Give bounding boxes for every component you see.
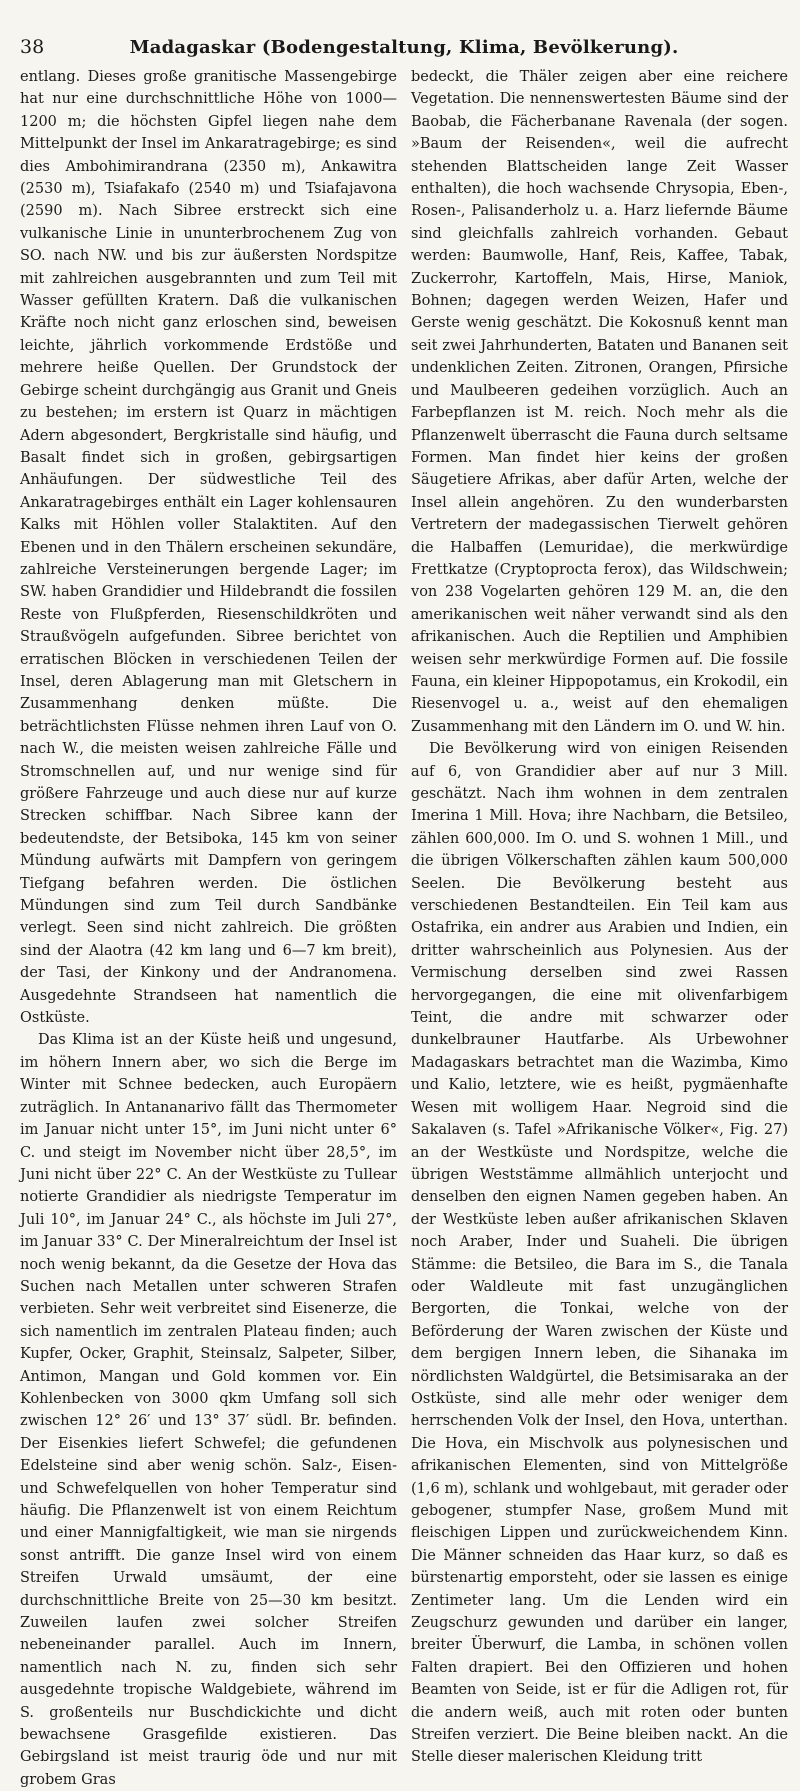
page-number: 38 (20, 36, 45, 58)
running-head: Madagaskar (Bodengestaltung, Klima, Bevölkerung). (129, 37, 679, 58)
paragraph: bedeckt, die Thäler zeigen aber eine reichere Vegetation. Die nennenswertesten Bäume sind der Baobab, die Fächerbanane Ravenala (der sogen. »Baum der Reisenden«, weil die aufrecht stehenden Blattscheiden lange Zeit Wasser enthalten), die hoch wachsende Chrysopia, Eben-, Rosen-, Palisanderholz u. a. Harz liefernde Bäume sind gleichfalls zahlreich vorhanden. Gebaut werden: Baumwolle, Hanf, Reis, Kaffee, Tabak, Zuckerrohr, Kartoffeln, Mais, Hirse, Maniok, Bohnen; dagegen werden Weizen, Hafer und Gerste wenig geschätzt. Die Kokosnuß kennt man seit zwei Jahrhunderten, Bataten und Bananen seit undenklichen Zeiten. Zitronen, Orangen, Pfirsiche und Maulbeeren gedeihen vorzüglich. Auch an Farbepflanzen ist M. reich. Noch mehr als die Pflanzenwelt überrascht die Fauna durch seltsame Formen. Man findet hier keins der großen Säugetiere Afrikas, aber dafür Arten, welche der Insel allein angehören. Zu den wunderbarsten Vertretern der madegassischen Tierwelt gehören die Halbaffen (Lemuridae), die merkwürdige Frettkatze (Cryptoprocta ferox), das Wildschwein; von 238 Vogelarten gehören 129 M. an, die den amerikanischen weit näher verwandt sind als den afrikanischen. Auch die Reptilien und Amphibien weisen sehr merkwürdige Formen auf. Die fossile Fauna, ein kleiner Hippopotamus, ein Krokodil, ein Riesenvogel u. a., weist auf den ehemaligen Zusammenhang mit den Ländern im O. und W. hin. (411, 69, 788, 735)
left-column (20, 66, 397, 1788)
right-column (411, 66, 788, 1766)
paragraph: Die Bevölkerung wird von einigen Reisenden auf 6, von Grandidier aber auf nur 3 Mill. geschätzt. Nach ihm wohnen in dem zentralen Imerina 1 Mill. Hova; ihre Nachbarn, die Betsileo, zählen 600,000. Im O. und S. wohnen 1 Mill., und die übrigen Völkerschaften zählen kaum 500,000 Seelen. Die Bevölkerung besteht aus verschiedenen Bestandteilen. Ein Teil kam aus Ostafrika, ein andrer aus Arabien und Indien, ein dritter wahrscheinlich aus Polynesien. Aus der Vermischung derselben sind zwei Rassen hervorgegangen, die eine mit olivenfarbigem Teint, die andre mit schwarzer oder dunkelbrauner Hautfarbe. Als Urbewohner Madagaskars betrachtet man die Wazimba, Kimo und Kalio, letztere, wie es heißt, pygmäenhafte Wesen mit wolligem Haar. Negroid sind die Sakalaven (s. Tafel »Afrikanische Völker«, Fig. 27) an der Westküste und Nordspitze, welche die übrigen Weststämme allmählich unterjocht und denselben den eignen Namen gegeben haben. An der Westküste leben außer afrikanischen Sklaven noch Araber, Inder und Suaheli. Die übrigen Stämme: die Betsileo, die Bara im S., die Tanala oder Waldleute mit fast unzugänglichen Bergorten, die Tonkai, welche von der Beförderung der Waren zwischen der Küste und dem bergigen Innern leben, die Sihanaka im nördlichsten Waldgürtel, die Betsimisaraka an der Ostküste, sind alle mehr oder weniger dem herrschenden Volk der Insel, den Hova, unterthan. Die Hova, ein Mischvolk aus polynesischen und afrikanischen Elementen, sind von Mittelgröße (1,6 m), schlank und wohlgebaut, mit gerader oder gebogener, stumpfer Nase, großem Mund mit fleischigen Lippen und zurückweichendem Kinn. Die Männer schneiden das Haar kurz, so daß es bürstenartig emporsteht, oder sie lassen es einige Zentimeter lang. Um die Lenden wird ein Zeugschurz gewunden und darüber ein langer, breiter Überwurf, die Lamba, in schönen vollen Falten drapiert. Bei den Offizieren und hohen Beamten von Seide, ist er für die Adligen rot, für die andern weiß, auch mit roten oder bunten Streifen verziert. Die Beine bleiben nackt. An die Stelle dieser malerischen Kleidung tritt (411, 741, 788, 1766)
page-header (20, 36, 788, 64)
paragraph: entlang. Dieses große granitische Massengebirge hat nur eine durchschnittliche Höhe von 1000—1200 m; die höchsten Gipfel liegen nahe dem Mittelpunkt der Insel im Ankaratragebirge; es sind dies Ambohimirandrana (2350 m), Ankawitra (2530 m), Tsiafakafo (2540 m) und Tsiafajavona (2590 m). Nach Sibree erstreckt sich eine vulkanische Linie in ununterbrochenem Zug von SO. nach NW. und bis zur äußersten Nordspitze mit zahlreichen ausgebrannten und zum Teil mit Wasser gefüllten Kratern. Daß die vulkanischen Kräfte noch nicht ganz erloschen sind, beweisen leichte, jährlich vorkommende Erdstöße und mehrere heiße Quellen. Der Grundstock der Gebirge scheint durchgängig aus Granit und Gneis zu bestehen; im erstern ist Quarz in mächtigen Adern abgesondert, Bergkristalle sind häufig, und Basalt findet sich in großen, gebirgsartigen Anhäufungen. Der südwestliche Teil des Ankaratragebirges enthält ein Lager kohlensauren Kalks mit Höhlen voller Stalaktiten. Auf den Ebenen und in den Thälern erscheinen sekundäre, zahlreiche Versteinerungen bergende Lager; im SW. haben Grandidier und Hildebrandt die fossilen Reste von Flußpferden, Riesenschildkröten und Straußvögeln aufgefunden. Sibree berichtet von erratischen Blöcken in verschiedenen Teilen der Insel, deren Ablagerung man mit Gletschern in Zusammenhang denken müßte. Die beträchtlichsten Flüsse nehmen ihren Lauf von O. nach W., die meisten weisen zahlreiche Fälle und Stromschnellen auf, und nur wenige sind für größere Fahrzeuge und auch diese nur auf kurze Strecken schiffbar. Nach Sibree kann der bedeutendste, der Betsiboka, 145 km von seiner Mündung aufwärts mit Dampfern von geringem Tiefgang befahren werden. Die östlichen Mündungen sind zum Teil durch Sandbänke verlegt. Seen sind nicht zahlreich. Die größten sind der Alaotra (42 km lang und 6—7 km breit), der Tasi, der Kinkony und der Andranomena. Ausgedehnte Strandseen hat namentlich die Ostküste. (20, 69, 397, 1027)
paragraph: Das Klima ist an der Küste heiß und ungesund, im höhern Innern aber, wo sich die Berge im Winter mit Schnee bedecken, auch Europäern zuträglich. In Antananarivo fällt das Thermometer im Januar nicht unter 15°, im Juni nicht unter 6° C. und steigt im November nicht über 28,5°, im Juni nicht über 22° C. An der Westküste zu Tullear notierte Grandidier als niedrigste Temperatur im Juli 10°, im Januar 24° C., als höchste im Juli 27°, im Januar 33° C. Der Mineralreichtum der Insel ist noch wenig bekannt, da die Gesetze der Hova das Suchen nach Metallen unter schweren Strafen verbieten. Sehr weit verbreitet sind Eisenerze, die sich namentlich im zentralen Plateau finden; auch Kupfer, Ocker, Graphit, Steinsalz, Salpeter, Silber, Antimon, Mangan und Gold kommen vor. Ein Kohlenbecken von 3000 qkm Umfang soll sich zwischen 12° 26′ und 13° 37′ südl. Br. befinden. Der Eisenkies liefert Schwefel; die gefundenen Edelsteine sind aber wenig schön. Salz-, Eisen- und Schwefelquellen von hoher Temperatur sind häufig. Die Pflanzenwelt ist von einem Reichtum und einer Mannigfaltigkeit, wie man sie nirgends sonst antrifft. Die ganze Insel wird von einem Streifen Urwald umsäumt, der eine durchschnittliche Breite von 25—30 km besitzt. Zuweilen laufen zwei solcher Streifen nebeneinander parallel. Auch im Innern, namentlich nach N. zu, finden sich sehr ausgedehnte tropische Waldgebiete, während im S. großenteils nur Buschdickichte und dicht bewachsene Grasgefilde existieren. Das Gebirgsland ist meist traurig öde und nur mit grobem Gras (20, 1032, 397, 1788)
text-columns (20, 66, 788, 1788)
